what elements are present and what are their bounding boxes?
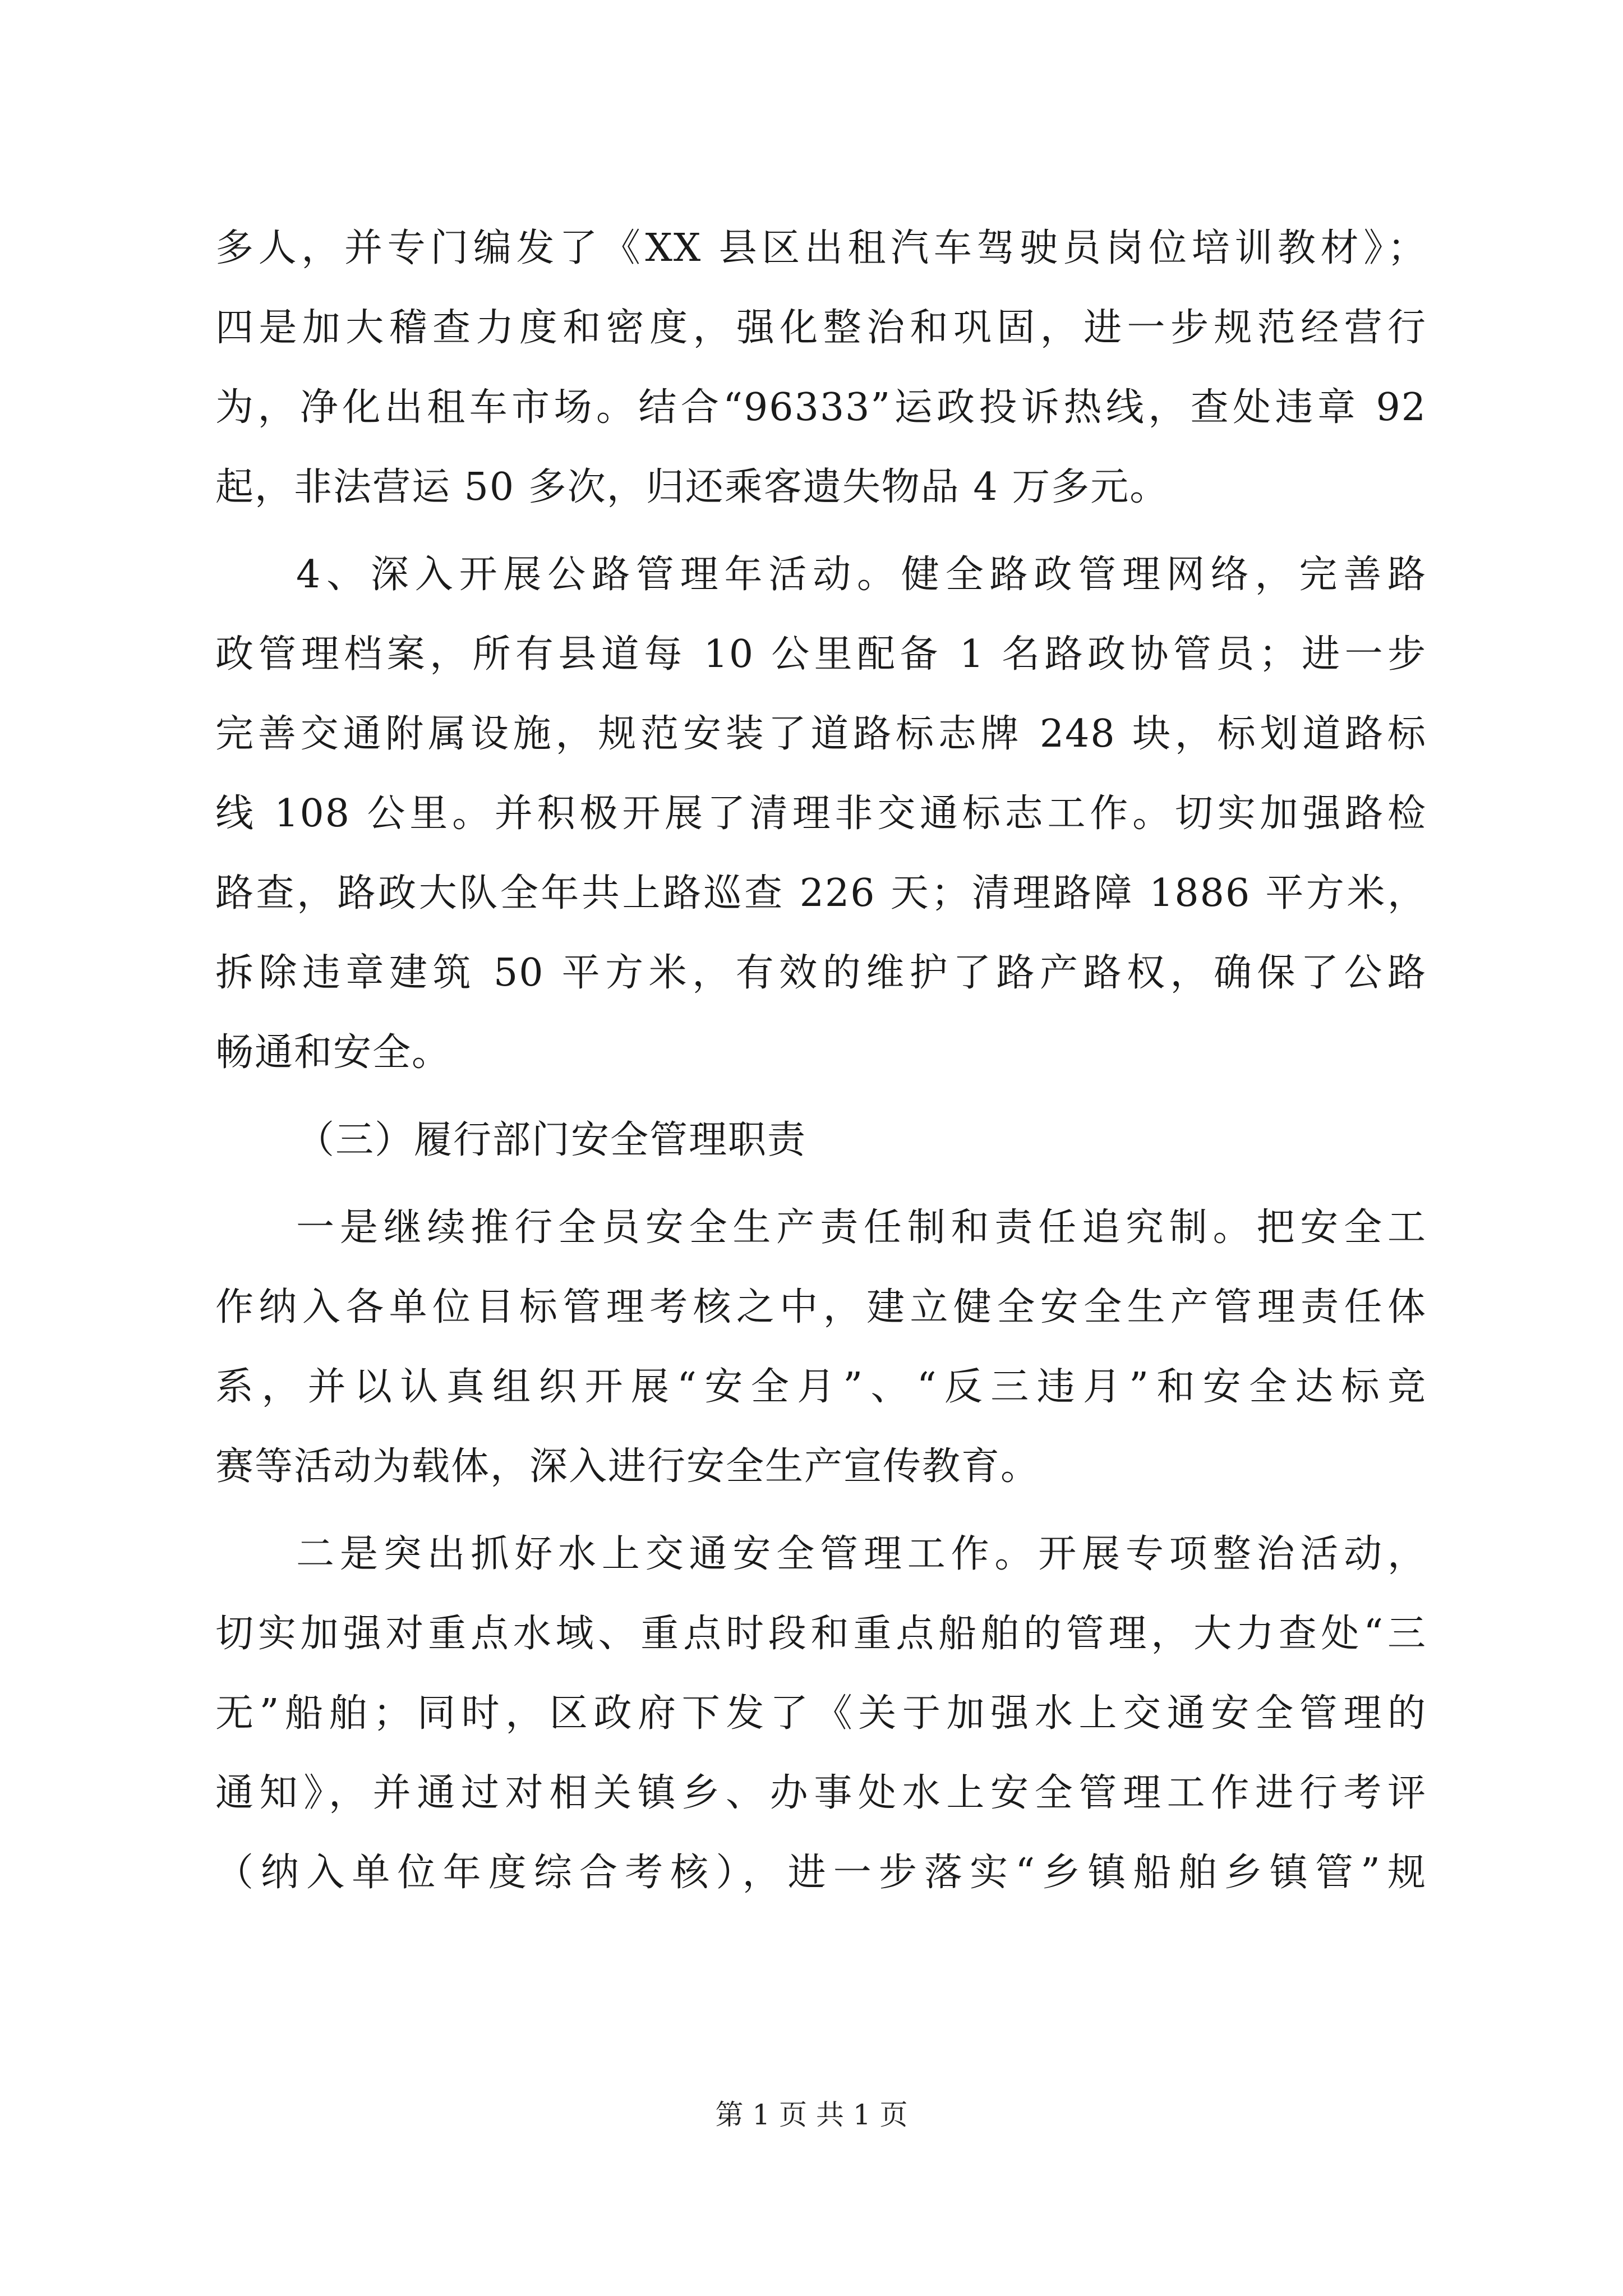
paragraph-start-line: 4、深入开展公路管理年活动。健全路政管理网络，完善路 (296, 553, 1427, 597)
text-line: 无”船舶；同时，区政府下发了《关于加强水上交通安全管理的 (215, 1691, 1427, 1736)
document-body (215, 209, 1427, 1913)
text-line: 作纳入各单位目标管理考核之中，建立健全安全生产管理责任体 (215, 1285, 1427, 1329)
section-heading: （三）履行部门安全管理职责 (296, 1118, 807, 1162)
page-number-footer: 第 1 页 共 1 页 (715, 2099, 908, 2131)
text-line: 政管理档案，所有县道每 10 公里配备 1 名路政协管员；进一步 (215, 632, 1427, 677)
paragraph-start-line: 一是继续推行全员安全生产责任制和责任追究制。把安全工 (296, 1205, 1427, 1250)
text-line: 四是加大稽查力度和密度，强化整治和巩固，进一步规范经营行 (215, 306, 1427, 350)
text-line: （纳入单位年度综合考核），进一步落实“乡镇船舶乡镇管”规 (215, 1851, 1427, 1895)
text-line: 赛等活动为载体，深入进行安全生产宣传教育。 (215, 1444, 1040, 1489)
text-line: 多人，并专门编发了《XX 县区出租汽车驾驶员岗位培训教材》； (215, 226, 1427, 270)
text-line: 为，净化出租车市场。结合“96333”运政投诉热线，查处违章 92 (215, 385, 1427, 430)
text-line: 系，并以认真组织开展“安全月”、“反三违月”和安全达标竞 (215, 1365, 1427, 1409)
text-line: 路查，路政大队全年共上路巡查 226 天；清理路障 1886 平方米， (215, 871, 1427, 915)
paragraph-start-line: 二是突出抓好水上交通安全管理工作。开展专项整治活动， (296, 1532, 1427, 1576)
text-line: 畅通和安全。 (215, 1030, 451, 1075)
text-line: 切实加强对重点水域、重点时段和重点船舶的管理，大力查处“三 (215, 1612, 1427, 1656)
text-line: 拆除违章建筑 50 平方米，有效的维护了路产路权，确保了公路 (215, 951, 1427, 995)
text-line: 完善交通附属设施，规范安装了道路标志牌 248 块，标划道路标 (215, 712, 1427, 756)
text-line: 起，非法营运 50 多次，归还乘客遗失物品 4 万多元。 (215, 465, 1169, 509)
text-line: 线 108 公里。并积极开展了清理非交通标志工作。切实加强路检 (215, 792, 1427, 836)
text-line: 通知》，并通过对相关镇乡、办事处水上安全管理工作进行考评 (215, 1771, 1427, 1815)
